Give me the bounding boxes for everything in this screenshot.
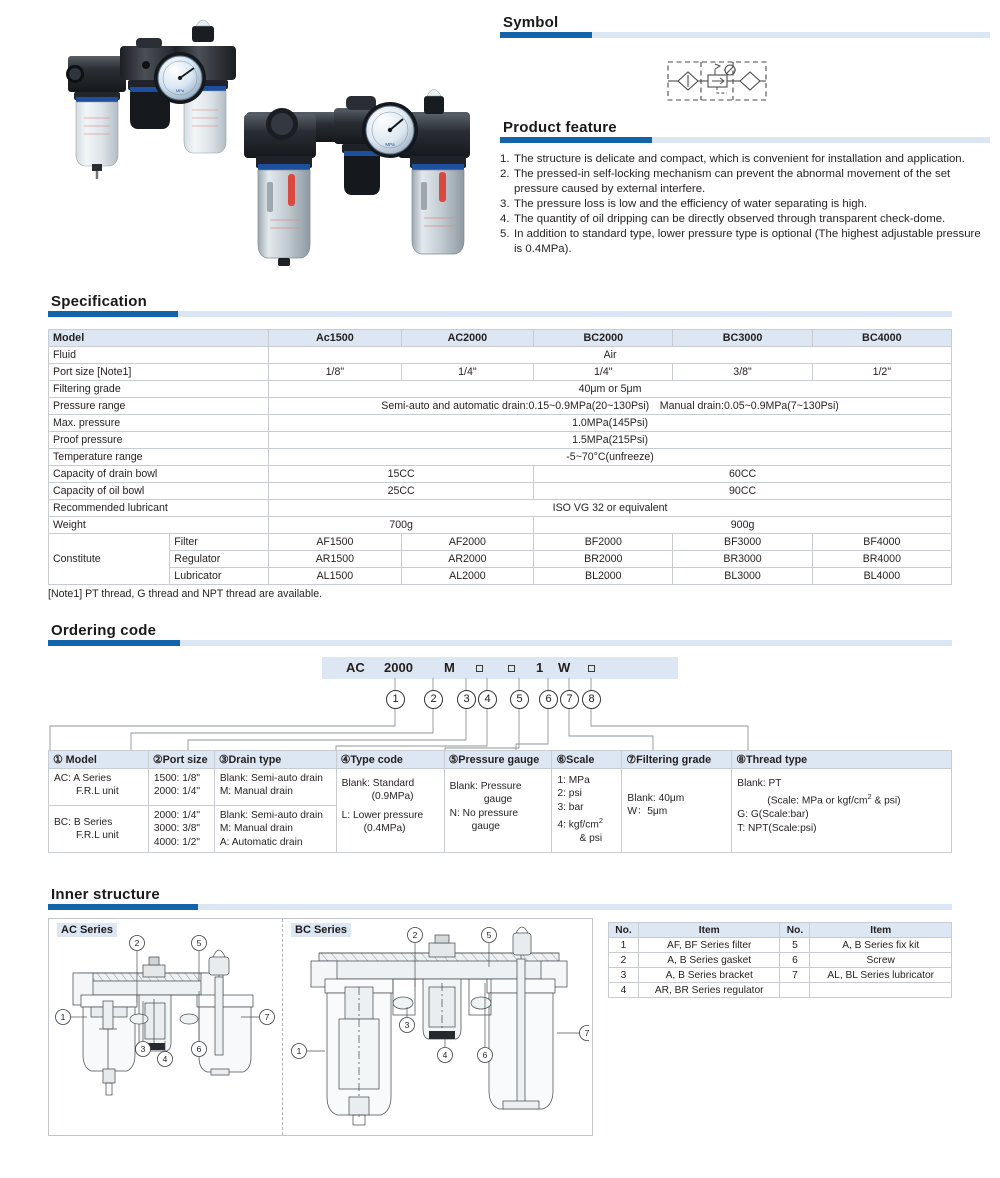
table-row bbox=[609, 938, 952, 953]
table-row bbox=[49, 347, 952, 364]
row-label: Capacity of oil bowl bbox=[49, 483, 269, 500]
gauge-line3: N: No pressure bbox=[449, 807, 519, 819]
feature-number: 4. bbox=[500, 212, 510, 225]
row-label: Temperature range bbox=[49, 449, 269, 466]
row-value: Semi-auto and automatic drain:0.15~0.9MPa(20~130Psi) Manual drain:0.05~0.9MPa(7~130Psi) bbox=[269, 398, 952, 415]
port-b-line2: 3000: 3/8" bbox=[153, 823, 200, 835]
ord-cell-pressure-gauge bbox=[444, 769, 552, 853]
ord-cell-port-size bbox=[148, 769, 214, 853]
drain-b-line1: Blank: Semi-auto drain bbox=[219, 810, 323, 821]
feature-item bbox=[500, 152, 990, 167]
svg-text:MPa: MPa bbox=[385, 142, 395, 147]
table-header-row bbox=[49, 751, 952, 769]
row-value: 3/8" bbox=[673, 364, 812, 381]
row-value: AF1500 bbox=[269, 534, 402, 551]
feature-text: In addition to standard type, lower pressure type is optional (The highest adjustable pressure is 0.4MPa). bbox=[514, 227, 981, 255]
feature-item bbox=[500, 167, 990, 196]
table-row bbox=[49, 364, 952, 381]
row-value: AR1500 bbox=[269, 551, 402, 568]
row-value: -5~70°C(unfreeze) bbox=[269, 449, 952, 466]
feature-number: 3. bbox=[500, 197, 510, 210]
inner-structure-rule bbox=[48, 904, 952, 910]
parts-no: 2 bbox=[609, 953, 639, 968]
gauge-line2: gauge bbox=[483, 794, 513, 806]
parts-item-empty bbox=[810, 983, 952, 998]
row-label: Fluid bbox=[49, 347, 269, 364]
table-row bbox=[49, 534, 952, 551]
table-row bbox=[609, 983, 952, 998]
callout-4: 4 bbox=[478, 690, 497, 709]
ord-cell-model bbox=[49, 769, 149, 853]
parts-no: 4 bbox=[609, 983, 639, 998]
row-value: 40μm or 5μm bbox=[269, 381, 952, 398]
callout-2: 2 bbox=[424, 690, 443, 709]
ord-cell-type-code bbox=[336, 769, 444, 853]
row-value: 25CC bbox=[269, 483, 534, 500]
row-label: Proof pressure bbox=[49, 432, 269, 449]
ord-cell-thread-type bbox=[732, 769, 952, 853]
ord-cell-drain-type bbox=[214, 769, 336, 853]
row-value: 1/8" bbox=[269, 364, 402, 381]
row-label: Recommended lubricant bbox=[49, 500, 269, 517]
ord-header-scale: ⑥Scale bbox=[552, 751, 622, 769]
drain-a-line2: M: Manual drain bbox=[219, 786, 293, 798]
parts-item: Screw bbox=[810, 953, 952, 968]
parts-header-no-2: No. bbox=[780, 923, 810, 938]
code-token-pressure-gauge bbox=[508, 665, 515, 672]
ord-header-type-code: ④Type code bbox=[336, 751, 444, 769]
table-row bbox=[49, 415, 952, 432]
spec-header-model: Model bbox=[49, 330, 269, 347]
table-row bbox=[49, 500, 952, 517]
svg-text:3: 3 bbox=[140, 1044, 146, 1054]
code-token-port-size: 2000 bbox=[384, 660, 413, 675]
callout-5: 5 bbox=[510, 690, 529, 709]
svg-text:2: 2 bbox=[134, 938, 140, 948]
product-feature-rule bbox=[500, 137, 990, 143]
feature-item bbox=[500, 212, 990, 227]
spec-header-bc4000: BC4000 bbox=[812, 330, 951, 347]
svg-text:4: 4 bbox=[442, 1050, 448, 1060]
row-value: 1/4" bbox=[534, 364, 673, 381]
product-feature-list bbox=[500, 152, 990, 257]
ord-cell-scale bbox=[552, 769, 622, 853]
section-symbol bbox=[500, 14, 990, 38]
spec-header-bc3000: BC3000 bbox=[673, 330, 812, 347]
specification-rule bbox=[48, 311, 952, 317]
svg-text:5: 5 bbox=[486, 930, 492, 940]
table-row bbox=[49, 432, 952, 449]
parts-header-item-2: Item bbox=[810, 923, 952, 938]
row-label: Capacity of drain bowl bbox=[49, 466, 269, 483]
parts-item: AR, BR Series regulator bbox=[638, 983, 780, 998]
parts-item: A, B Series bracket bbox=[638, 968, 780, 983]
symbol-rule bbox=[500, 32, 990, 38]
ac-series-diagram bbox=[51, 929, 279, 1129]
product-feature-heading: Product feature bbox=[503, 119, 617, 136]
filter-line1: Blank: 40μm bbox=[627, 793, 685, 804]
ord-header-port-size: ②Port size bbox=[148, 751, 214, 769]
table-row bbox=[49, 398, 952, 415]
row-value: BF4000 bbox=[812, 534, 951, 551]
ordering-code-string bbox=[322, 657, 678, 679]
port-a-line2: 2000: 1/4" bbox=[153, 786, 200, 798]
parts-list-table bbox=[608, 922, 952, 998]
parts-no: 7 bbox=[780, 968, 810, 983]
feature-number: 1. bbox=[500, 153, 510, 165]
callout-6: 6 bbox=[539, 690, 558, 709]
svg-text:6: 6 bbox=[196, 1044, 202, 1054]
ord-header-model: ① Model bbox=[49, 751, 149, 769]
svg-text:6: 6 bbox=[482, 1050, 488, 1060]
table-row bbox=[49, 517, 952, 534]
model-b-line1: BC: B Series bbox=[54, 817, 113, 828]
typecode-line2: (0.9MPa) bbox=[371, 791, 414, 803]
table-row bbox=[49, 466, 952, 483]
row-value: ISO VG 32 or equivalent bbox=[269, 500, 952, 517]
feature-text: The pressed-in self-locking mechanism can prevent the abnormal movement of the set pressure caused by external interfere. bbox=[514, 168, 951, 195]
product-photo-ac-series bbox=[58, 18, 258, 210]
table-header-row bbox=[49, 330, 952, 347]
constitute-label: Constitute bbox=[49, 534, 170, 585]
feature-number: 2. bbox=[500, 168, 510, 181]
table-row bbox=[49, 769, 952, 853]
ord-header-filtering-grade: ⑦Filtering grade bbox=[622, 751, 732, 769]
svg-text:3: 3 bbox=[404, 1020, 410, 1030]
scale-line4: 4: kgf/$cm^2$ bbox=[557, 816, 603, 831]
parts-no: 6 bbox=[780, 953, 810, 968]
row-value: BL2000 bbox=[534, 568, 673, 585]
row-value: AF2000 bbox=[401, 534, 534, 551]
specification-table bbox=[48, 329, 952, 585]
scale-line5: & psi bbox=[579, 833, 603, 845]
row-value: BL4000 bbox=[812, 568, 951, 585]
ord-header-pressure-gauge: ⑤Pressure gauge bbox=[444, 751, 552, 769]
table-row bbox=[49, 381, 952, 398]
inner-structure-diagram-panel bbox=[48, 918, 593, 1136]
drain-a-line1: Blank: Semi-auto drain bbox=[219, 773, 323, 784]
row-label: Max. pressure bbox=[49, 415, 269, 432]
spec-header-ac2000: AC2000 bbox=[401, 330, 534, 347]
row-value: 700g bbox=[269, 517, 534, 534]
thread-line3: G: G(Scale:bar) bbox=[737, 809, 809, 821]
port-a-line1: 1500: 1/8" bbox=[153, 773, 200, 784]
callout-3: 3 bbox=[457, 690, 476, 709]
row-value: AL1500 bbox=[269, 568, 402, 585]
row-value: AL2000 bbox=[401, 568, 534, 585]
gauge-line4: gauge bbox=[471, 821, 500, 833]
typecode-line3: L: Lower pressure bbox=[341, 809, 424, 821]
row-value: BR3000 bbox=[673, 551, 812, 568]
parts-no-empty bbox=[780, 983, 810, 998]
table-header-row bbox=[609, 923, 952, 938]
feature-text: The pressure loss is low and the efficiency of water separating is high. bbox=[514, 197, 868, 210]
row-value: BR4000 bbox=[812, 551, 951, 568]
section-specification bbox=[48, 293, 952, 317]
scale-line3: 3: bar bbox=[557, 801, 584, 813]
table-row bbox=[49, 551, 952, 568]
row-label: Filtering grade bbox=[49, 381, 269, 398]
svg-text:7: 7 bbox=[264, 1012, 270, 1022]
scale-line2: 2: psi bbox=[557, 788, 582, 800]
table-row bbox=[49, 483, 952, 500]
row-value: 1/4" bbox=[401, 364, 534, 381]
typecode-line4: (0.4MPa) bbox=[363, 823, 406, 835]
bc-series-diagram bbox=[289, 925, 589, 1131]
table-row bbox=[49, 449, 952, 466]
bc-series-label: BC Series bbox=[291, 923, 351, 937]
spec-header-bc2000: BC2000 bbox=[534, 330, 673, 347]
feature-text: The quantity of oil dripping can be directly observed through transparent check-dome. bbox=[514, 212, 946, 225]
parts-item: A, B Series fix kit bbox=[810, 938, 952, 953]
row-label: Pressure range bbox=[49, 398, 269, 415]
table-row bbox=[49, 568, 952, 585]
symbol-diagram bbox=[662, 56, 772, 106]
row-label: Filter bbox=[170, 534, 269, 551]
row-label: Weight bbox=[49, 517, 269, 534]
feature-text: The structure is delicate and compact, which is convenient for installation and application. bbox=[514, 153, 965, 165]
ordering-code-table bbox=[48, 750, 952, 853]
typecode-line1: Blank: Standard bbox=[341, 778, 415, 789]
row-value: BR2000 bbox=[534, 551, 673, 568]
table-row bbox=[609, 968, 952, 983]
panel-divider bbox=[282, 919, 283, 1135]
ac-series-label: AC Series bbox=[57, 923, 117, 937]
row-value: BF2000 bbox=[534, 534, 673, 551]
port-b-line3: 4000: 1/2" bbox=[153, 836, 200, 848]
spec-header-ac1500: Ac1500 bbox=[269, 330, 402, 347]
callout-1: 1 bbox=[386, 690, 405, 709]
code-token-model: AC bbox=[346, 660, 365, 675]
thread-line4: T: NPT(Scale:psi) bbox=[737, 822, 817, 834]
parts-no: 3 bbox=[609, 968, 639, 983]
section-inner-structure bbox=[48, 886, 952, 910]
parts-item: AF, BF Series filter bbox=[638, 938, 780, 953]
parts-no: 1 bbox=[609, 938, 639, 953]
row-value: 1/2" bbox=[812, 364, 951, 381]
table-row bbox=[609, 953, 952, 968]
row-label: Port size [Note1] bbox=[49, 364, 269, 381]
model-a-line1: AC: A Series bbox=[54, 773, 112, 784]
row-label: Lubricator bbox=[170, 568, 269, 585]
row-value: 1.0MPa(145Psi) bbox=[269, 415, 952, 432]
row-value: 15CC bbox=[269, 466, 534, 483]
parts-item: AL, BL Series lubricator bbox=[810, 968, 952, 983]
inner-structure-heading: Inner structure bbox=[51, 886, 160, 903]
scale-line1: 1: MPa bbox=[557, 775, 590, 786]
svg-text:1: 1 bbox=[296, 1046, 302, 1056]
section-product-feature bbox=[500, 119, 990, 143]
svg-text:MPa: MPa bbox=[175, 88, 185, 93]
model-a-line2: F.R.L unit bbox=[76, 786, 119, 798]
model-b-line2: F.R.L unit bbox=[76, 830, 119, 842]
code-token-filtering-grade: W bbox=[558, 660, 571, 675]
row-value: AR2000 bbox=[401, 551, 534, 568]
ordering-code-leader-lines bbox=[48, 678, 952, 752]
row-value: 60CC bbox=[534, 466, 952, 483]
symbol-heading: Symbol bbox=[503, 14, 559, 31]
parts-item: A, B Series gasket bbox=[638, 953, 780, 968]
row-value: 1.5MPa(215Psi) bbox=[269, 432, 952, 449]
row-value: BF3000 bbox=[673, 534, 812, 551]
section-ordering-code bbox=[48, 622, 952, 646]
specification-note: [Note1] PT thread, G thread and NPT thread are available. bbox=[48, 588, 323, 600]
callout-8: 8 bbox=[582, 690, 601, 709]
product-photo-bc-series bbox=[238, 82, 476, 278]
ordering-code-heading: Ordering code bbox=[51, 622, 157, 639]
feature-number: 5. bbox=[500, 227, 510, 240]
parts-no: 5 bbox=[780, 938, 810, 953]
callout-7: 7 bbox=[560, 690, 579, 709]
thread-line1: Blank: PT bbox=[737, 778, 782, 789]
ord-header-thread-type: ⑧Thread type bbox=[732, 751, 952, 769]
row-value: Air bbox=[269, 347, 952, 364]
row-value: 900g bbox=[534, 517, 952, 534]
port-b-line1: 2000: 1/4" bbox=[153, 810, 200, 821]
feature-item bbox=[500, 227, 990, 256]
svg-text:7: 7 bbox=[584, 1028, 589, 1038]
ord-header-drain-type: ③Drain type bbox=[214, 751, 336, 769]
drain-b-line2: M: Manual drain bbox=[219, 823, 293, 835]
code-token-drain-type: M bbox=[444, 660, 455, 675]
row-value: 90CC bbox=[534, 483, 952, 500]
row-label: Regulator bbox=[170, 551, 269, 568]
svg-text:1: 1 bbox=[60, 1012, 66, 1022]
ordering-code-rule bbox=[48, 640, 952, 646]
svg-text:4: 4 bbox=[162, 1054, 168, 1064]
thread-line2: (Scale: MPa or kgf/$cm^2$ & psi) bbox=[767, 792, 901, 807]
code-token-thread-type bbox=[588, 665, 595, 672]
ord-cell-filtering-grade bbox=[622, 769, 732, 853]
gauge-line1: Blank: Pressure bbox=[449, 781, 522, 792]
svg-text:5: 5 bbox=[196, 938, 202, 948]
filter-line2: W：5μm bbox=[627, 806, 668, 818]
code-token-type-code bbox=[476, 665, 483, 672]
svg-text:2: 2 bbox=[412, 930, 418, 940]
row-value: BL3000 bbox=[673, 568, 812, 585]
parts-header-no-1: No. bbox=[609, 923, 639, 938]
parts-header-item-1: Item bbox=[638, 923, 780, 938]
code-token-scale: 1 bbox=[536, 660, 544, 675]
specification-heading: Specification bbox=[51, 293, 147, 310]
drain-b-line3: A: Automatic drain bbox=[219, 836, 303, 848]
feature-item bbox=[500, 197, 990, 212]
